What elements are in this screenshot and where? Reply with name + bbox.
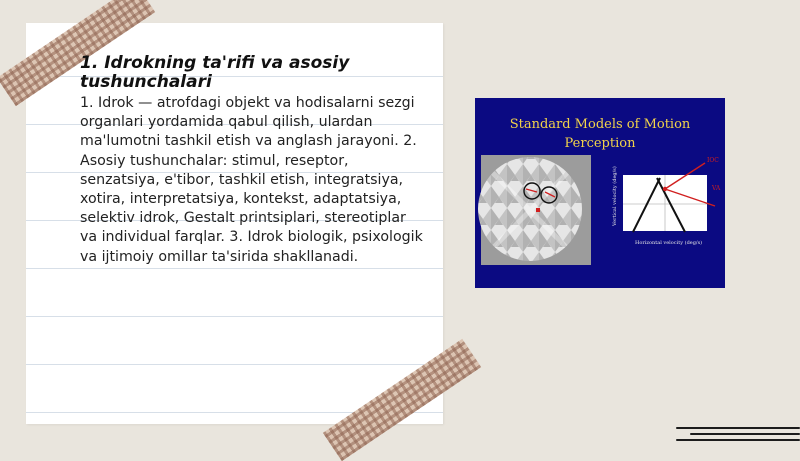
y-axis-label: Vertical velocity (deg/s) bbox=[612, 166, 618, 226]
fixation-point bbox=[536, 208, 540, 212]
slide-graphics bbox=[475, 98, 725, 288]
section-body-text: 1. Idrok — atrofdagi objekt va hodisalarni sezgi organlari yordamida qabul qilish, ulardan ma'lumotni tashkil etish va anglash jarayoni. 2. Asosiy tushunchalar: stimul, reseptor, senzatsiya, e'tibor, tashkil etish, integratsiya, xotira, interpretatsiya, kontekst, adaptatsiya, selektiv idrok, Gestalt printsiplari, stereotiplar va individual farqlar. 3. Idrok biologik, psixologik va ijtimoiy omillar ta'sirida shakllanadi. bbox=[80, 95, 423, 265]
x-axis-label: Horizontal velocity (deg/s) bbox=[635, 240, 703, 246]
slide-title-line-2: Perception bbox=[564, 136, 636, 151]
slide-title-line-1: Standard Models of Motion bbox=[509, 117, 691, 132]
ioc-label: IOC bbox=[707, 157, 719, 164]
va-label: VA bbox=[712, 185, 721, 192]
motion-perception-slide-image bbox=[475, 98, 725, 288]
section-heading: 1. Idrokning ta'rifi va asosiy tushunchalari bbox=[80, 53, 350, 92]
decorative-lines bbox=[676, 424, 800, 444]
